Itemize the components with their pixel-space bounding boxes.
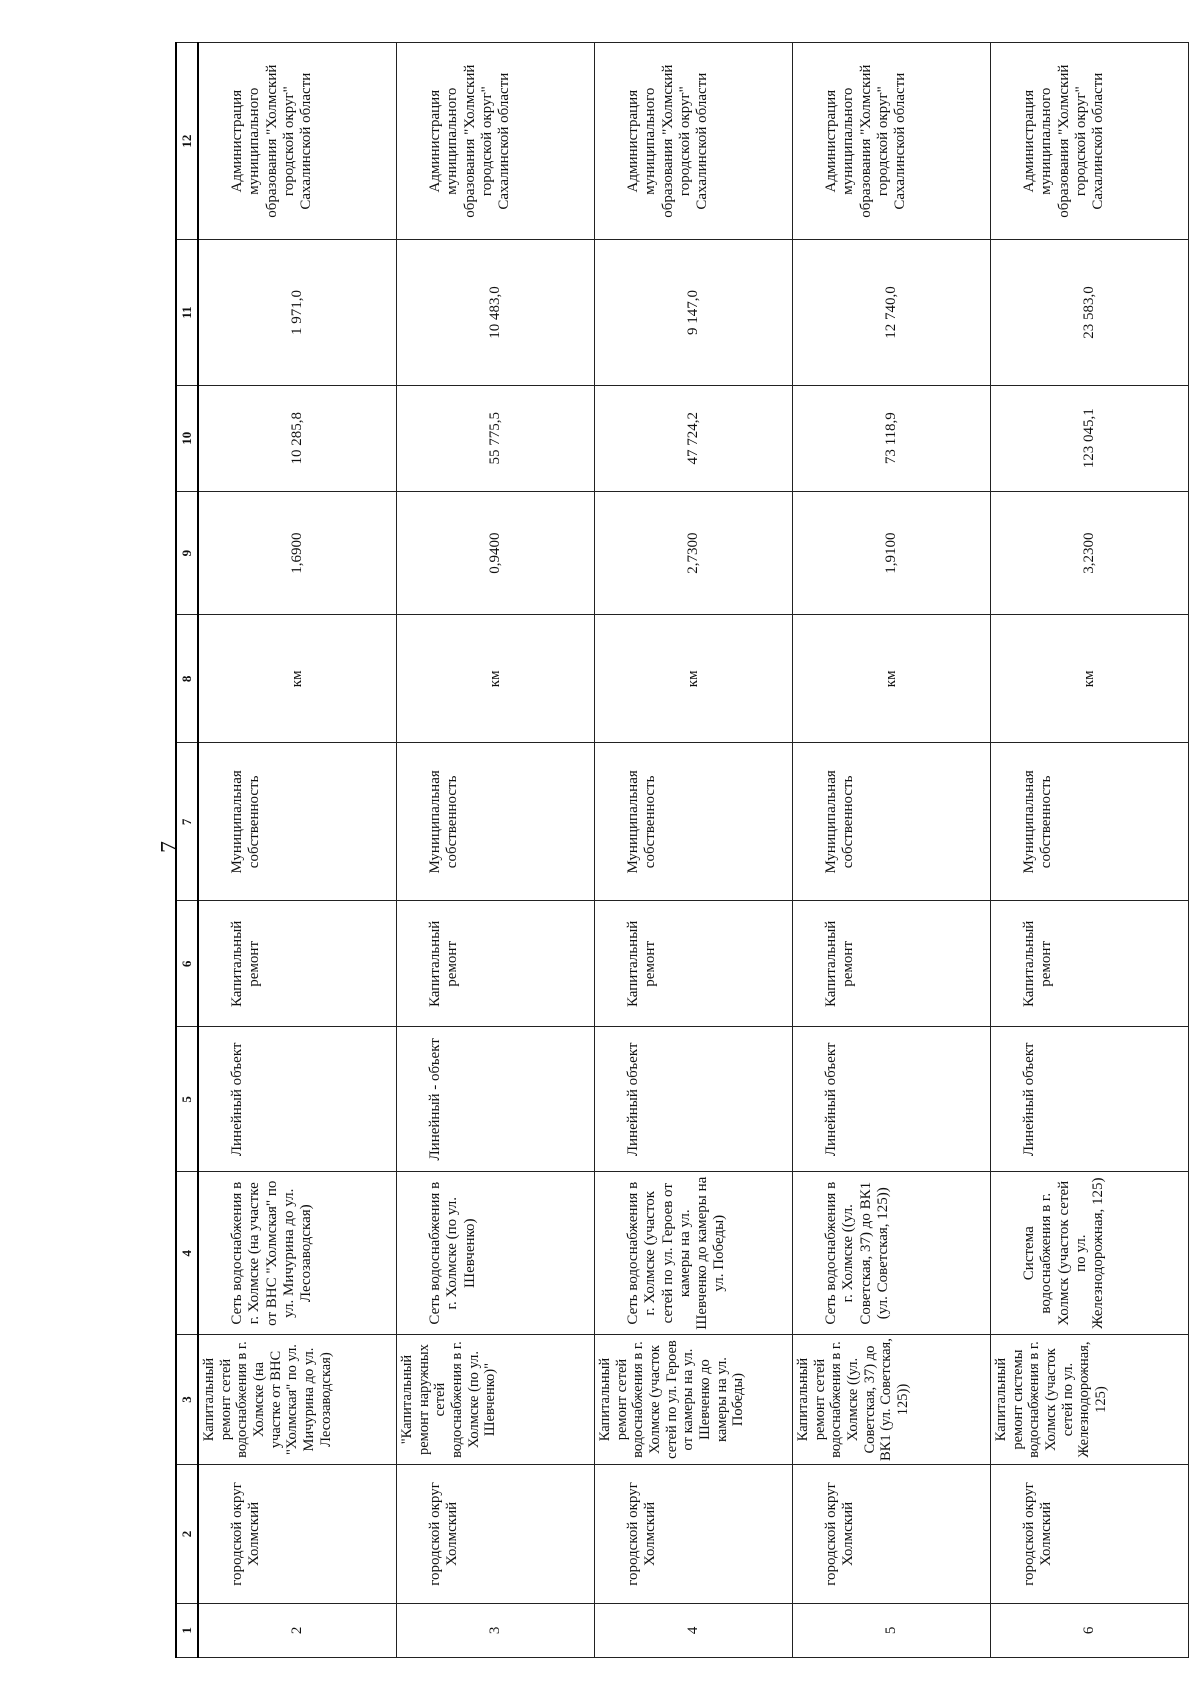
ownership-cell: Муниципальная собственность — [793, 743, 991, 901]
table-row — [198, 43, 397, 1658]
column-header: 7 — [176, 743, 198, 901]
work-type-cell: Капитальный ремонт — [991, 901, 1189, 1027]
cost-cell: 10 285,8 — [198, 385, 397, 491]
object-type-cell: Линейный - объект — [397, 1027, 595, 1172]
object-type-cell: Линейный объект — [595, 1027, 793, 1172]
funds-cell: 10 483,0 — [397, 240, 595, 385]
length-cell: 0,9400 — [397, 491, 595, 615]
object-cell: Сеть водоснабжения в г. Холмске (на участке от ВНС "Холмская" по ул. Мичурина до ул. Лесозаводская) — [198, 1172, 397, 1335]
column-header: 3 — [176, 1335, 198, 1465]
column-header: 4 — [176, 1172, 198, 1335]
customer-cell: Администрация муниципального образования "Холмский городской округ" Сахалинской области — [991, 43, 1189, 240]
capital-repair-table — [175, 42, 1110, 1658]
column-header: 2 — [176, 1465, 198, 1604]
ownership-cell: Муниципальная собственность — [198, 743, 397, 901]
row-number: 2 — [198, 1603, 397, 1657]
district-cell: городской округ Холмский — [397, 1465, 595, 1604]
object-type-cell: Линейный объект — [991, 1027, 1189, 1172]
row-number: 3 — [397, 1603, 595, 1657]
object-cell: Сеть водоснабжения в г. Холмске (по ул. Шевченко) — [397, 1172, 595, 1335]
unit-cell: км — [198, 615, 397, 743]
district-cell: городской округ Холмский — [793, 1465, 991, 1604]
unit-cell: км — [793, 615, 991, 743]
district-cell: городской округ Холмский — [595, 1465, 793, 1604]
funds-cell: 12 740,0 — [793, 240, 991, 385]
object-type-cell: Линейный объект — [198, 1027, 397, 1172]
table-row — [991, 43, 1189, 1658]
page-number: 7 — [156, 841, 183, 853]
column-header: 9 — [176, 491, 198, 615]
object-cell: Сеть водоснабжения в г. Холмске ((ул. Советская, 37) до ВК1 (ул. Советская, 125)) — [793, 1172, 991, 1335]
column-header: 5 — [176, 1027, 198, 1172]
length-cell: 1,6900 — [198, 491, 397, 615]
event-cell: Капитальный ремонт сетей водоснабжения в г. Холмске (на участке от ВНС "Холмская" по ул. Мичурина до ул. Лесозаводская) — [198, 1335, 397, 1465]
column-header: 8 — [176, 615, 198, 743]
work-type-cell: Капитальный ремонт — [198, 901, 397, 1027]
row-number: 6 — [991, 1603, 1189, 1657]
cost-cell: 123 045,1 — [991, 385, 1189, 491]
cost-cell: 73 118,9 — [793, 385, 991, 491]
customer-cell: Администрация муниципального образования "Холмский городской округ" Сахалинской области — [595, 43, 793, 240]
work-type-cell: Капитальный ремонт — [595, 901, 793, 1027]
funds-cell: 9 147,0 — [595, 240, 793, 385]
funds-cell: 1 971,0 — [198, 240, 397, 385]
cost-cell: 47 724,2 — [595, 385, 793, 491]
column-header: 1 — [176, 1603, 198, 1657]
work-type-cell: Капитальный ремонт — [397, 901, 595, 1027]
event-cell: Капитальный ремонт системы водоснабжения в г. Холмск (участок сетей по ул. Железнодорожная, 125) — [991, 1335, 1189, 1465]
column-header: 10 — [176, 385, 198, 491]
event-cell: "Капитальный ремонт наружных сетей водоснабжения в г. Холмске (по ул. Шевченко)" — [397, 1335, 595, 1465]
customer-cell: Администрация муниципального образования "Холмский городской округ" Сахалинской области — [793, 43, 991, 240]
unit-cell: км — [595, 615, 793, 743]
district-cell: городской округ Холмский — [991, 1465, 1189, 1604]
table-row — [595, 43, 793, 1658]
funds-cell: 23 583,0 — [991, 240, 1189, 385]
column-header: 6 — [176, 901, 198, 1027]
table-row — [397, 43, 595, 1658]
length-cell: 1,9100 — [793, 491, 991, 615]
header-row — [176, 43, 198, 1658]
customer-cell: Администрация муниципального образования "Холмский городской округ" Сахалинской области — [397, 43, 595, 240]
row-number: 4 — [595, 1603, 793, 1657]
event-cell: Капитальный ремонт сетей водоснабжения в г. Холмске ((ул. Советская, 37) до ВК1 (ул. Советская, 125)) — [793, 1335, 991, 1465]
ownership-cell: Муниципальная собственность — [991, 743, 1189, 901]
table-row — [793, 43, 991, 1658]
object-cell: Сеть водоснабжения в г. Холмске (участок сетей по ул. Героев от камеры на ул. Шевченко до камеры на ул. Победы) — [595, 1172, 793, 1335]
object-type-cell: Линейный объект — [793, 1027, 991, 1172]
ownership-cell: Муниципальная собственность — [595, 743, 793, 901]
row-number: 5 — [793, 1603, 991, 1657]
unit-cell: км — [397, 615, 595, 743]
column-header: 11 — [176, 240, 198, 385]
cost-cell: 55 775,5 — [397, 385, 595, 491]
data-table — [175, 42, 1189, 1658]
column-header: 12 — [176, 43, 198, 240]
length-cell: 2,7300 — [595, 491, 793, 615]
district-cell: городской округ Холмский — [198, 1465, 397, 1604]
customer-cell: Администрация муниципального образования "Холмский городской округ" Сахалинской области — [198, 43, 397, 240]
object-cell: Система водоснабжения в г. Холмск (участок сетей по ул. Железнодорожная, 125) — [991, 1172, 1189, 1335]
unit-cell: км — [991, 615, 1189, 743]
ownership-cell: Муниципальная собственность — [397, 743, 595, 901]
event-cell: Капитальный ремонт сетей водоснабжения в г. Холмске (участок сетей по ул. Героев от камеры на ул. Шевченко до камеры на ул. Победы) — [595, 1335, 793, 1465]
work-type-cell: Капитальный ремонт — [793, 901, 991, 1027]
length-cell: 3,2300 — [991, 491, 1189, 615]
